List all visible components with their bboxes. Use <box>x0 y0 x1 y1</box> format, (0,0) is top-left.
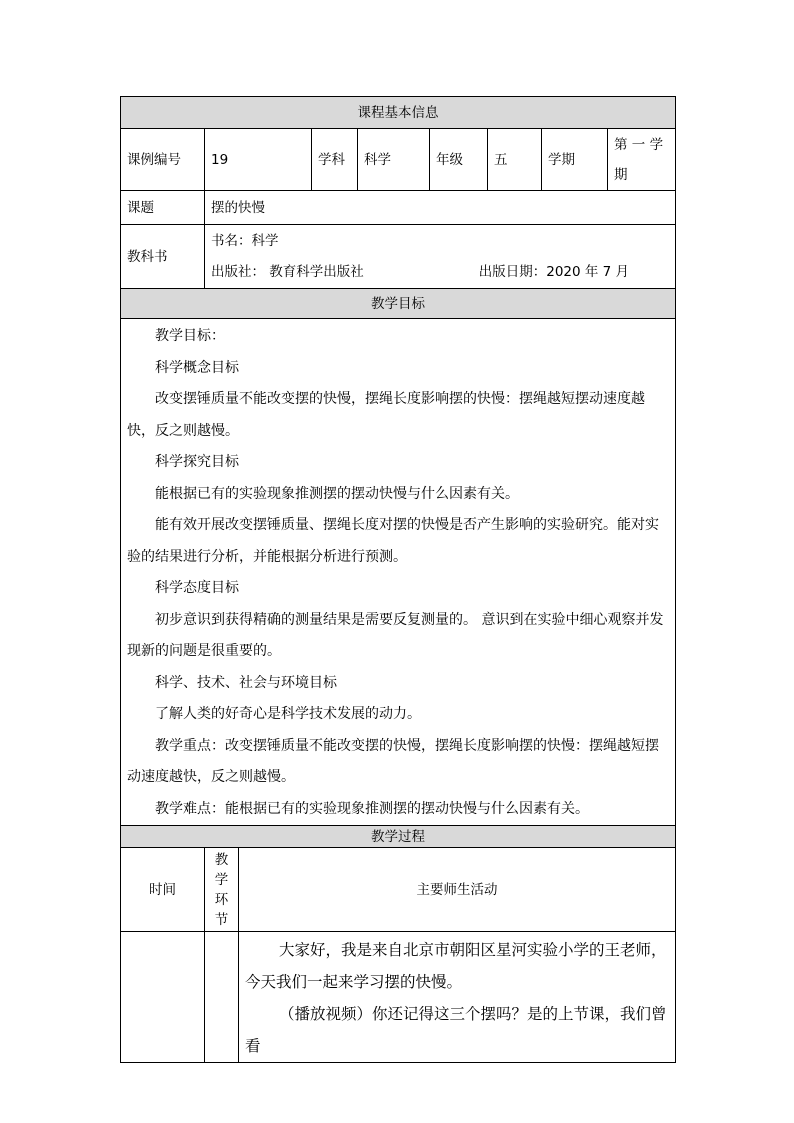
textbook-info <box>205 225 676 289</box>
term-value-line1: 第 一 学 <box>614 137 664 153</box>
term-value-line2: 期 <box>614 167 628 183</box>
activity-cell <box>239 932 676 1063</box>
activity-col-header: 主要师生活动 <box>239 848 676 932</box>
objective-line: 教学难点：能根据已有的实验现象推测摆的摆动快慢与什么因素有关。 <box>155 800 589 817</box>
objective-line: 科学态度目标 <box>155 580 239 596</box>
publisher: 出版社： 教育科学出版社 <box>211 263 364 280</box>
objective-line: 能根据已有的实验现象推测摆的摆动快慢与什么因素有关。 <box>155 485 519 502</box>
basic-info-header: 课程基本信息 <box>121 97 676 129</box>
textbook-label: 教科书 <box>121 225 205 289</box>
objectives-header: 教学目标 <box>121 289 676 319</box>
stage-char: 教 <box>214 851 229 868</box>
publish-date: 出版日期：2020 年 7 月 <box>478 263 630 280</box>
subject-value: 科学 <box>358 129 430 191</box>
objective-line: 科学概念目标 <box>155 359 239 376</box>
case-no-label: 课例编号 <box>121 129 205 191</box>
topic-value: 摆的快慢 <box>205 191 676 225</box>
objective-line: 改变摆锤质量不能改变摆的快慢，摆绳长度影响摆的快慢：摆绳越短摆动速度越快，反之则越慢。 <box>127 391 645 439</box>
case-no-value: 19 <box>205 129 312 191</box>
objective-line: 能有效开展改变摆锤质量、摆绳长度对摆的快慢是否产生影响的实验研究。能对实验的结果进行分析，并能根据分析进行预测。 <box>127 517 659 565</box>
stage-char: 节 <box>214 911 229 928</box>
objective-line: 教学重点：改变摆锤质量不能改变摆的快慢，摆绳长度影响摆的快慢：摆绳越短摆动速度越快，反之则越慢。 <box>127 737 659 785</box>
grade-label: 年级 <box>430 129 488 191</box>
stage-cell <box>205 932 239 1063</box>
time-cell <box>121 932 205 1063</box>
objective-line: 初步意识到获得精确的测量结果是需要反复测量的。 意识到在实验中细心观察并发现新的问题是很重要的。 <box>127 611 664 659</box>
objective-line: 科学探究目标 <box>155 454 239 470</box>
objective-line: 科学、技术、社会与环境目标 <box>155 674 337 691</box>
objective-line: 了解人类的好奇心是科学技术发展的动力。 <box>155 706 421 722</box>
activity-paragraph: 大家好，我是来自北京市朝阳区星河实验小学的王老师，今天我们一起来学习摆的快慢。 <box>245 941 667 991</box>
stage-char: 学 <box>214 871 229 888</box>
term-label: 学期 <box>542 129 608 191</box>
grade-value: 五 <box>488 129 542 191</box>
topic-label: 课题 <box>121 191 205 225</box>
stage-col-header <box>205 848 239 932</box>
objective-line: 教学目标： <box>155 328 225 344</box>
book-name: 书名：科学 <box>211 232 279 249</box>
objectives-body <box>121 319 676 826</box>
activity-paragraph: （播放视频）你还记得这三个摆吗？是的上节课，我们曾看 <box>245 1005 667 1055</box>
process-header: 教学过程 <box>121 826 676 848</box>
term-value <box>608 129 676 191</box>
time-col-header: 时间 <box>121 848 205 932</box>
lesson-plan-table <box>120 96 676 1063</box>
subject-label: 学科 <box>312 129 358 191</box>
publish-row <box>211 257 669 288</box>
stage-char: 环 <box>214 891 229 908</box>
